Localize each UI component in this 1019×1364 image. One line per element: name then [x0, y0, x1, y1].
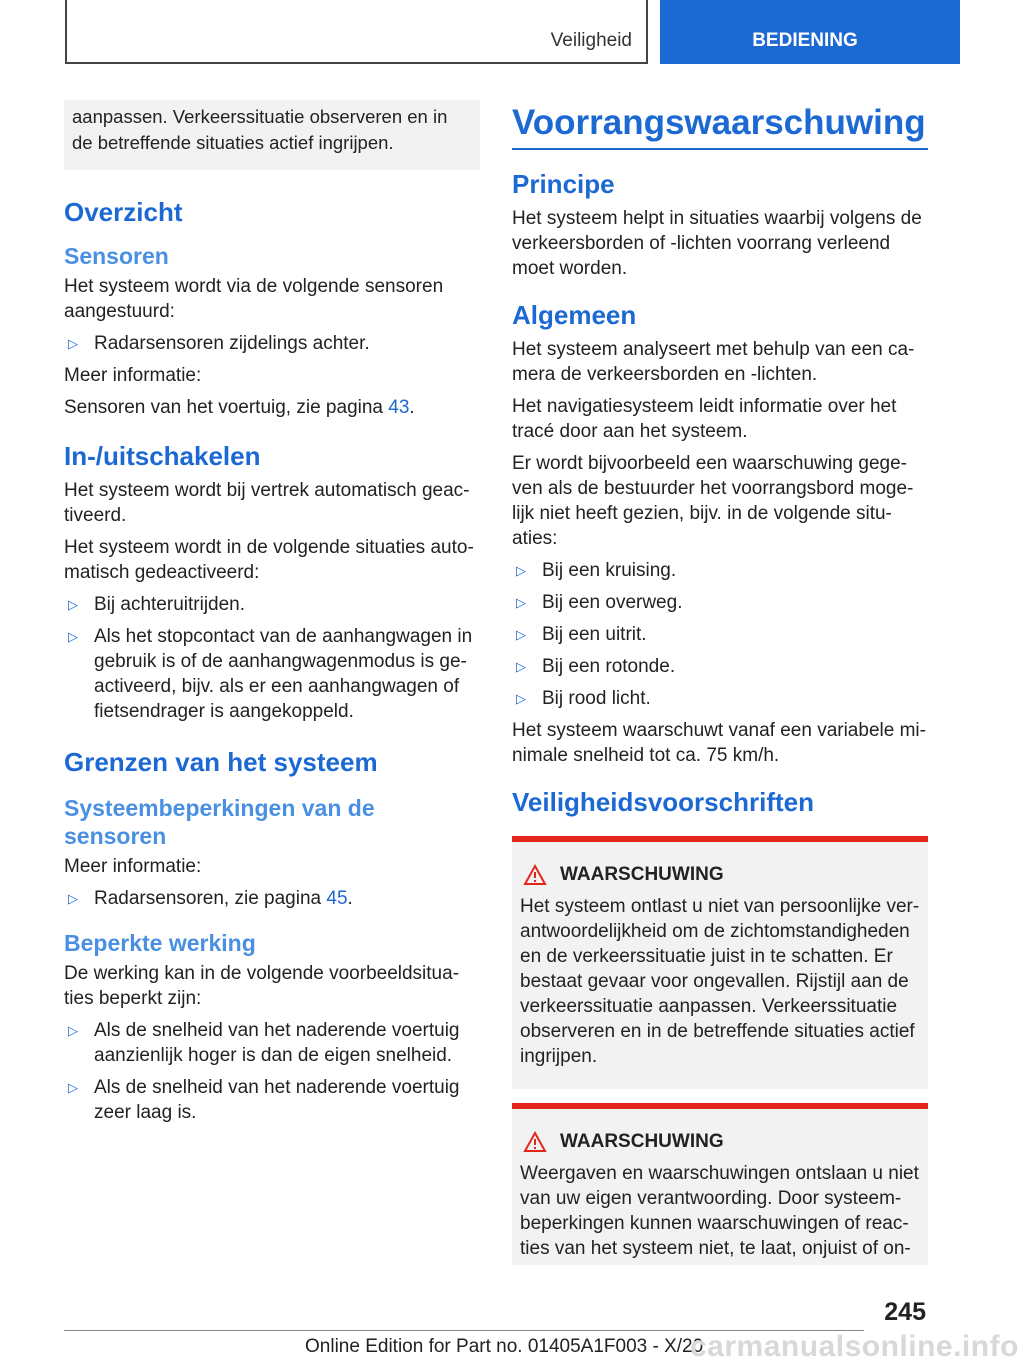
page-link-45[interactable]: 45 — [326, 888, 348, 909]
triangle-right-icon: ▷ — [516, 563, 526, 578]
right-column — [512, 100, 928, 1279]
warning-text: Weergaven en waarschuwingen ontslaan u niet van uw eigen verantwoording. Door systeem-beperkingen kunnen waarschuwingen of reac-ties van het systeem niet, te laat, onjuist of on- — [520, 1163, 919, 1259]
beperkte-list — [64, 1018, 480, 1125]
meer-informatie-2: Meer informatie: — [64, 856, 202, 877]
warning-text: Het systeem ontlast u niet van persoonlijke ver-antwoordelijkheid om de zichtomstandigheden en de verkeerssituatie juist in te schatten. Er bestaat gevaar voor ongevallen. Rijstijl aan de verkeerssituatie aanpassen. Verkeerssituatie observeren en in de betreffende situaties actief ingrijpen. — [520, 896, 920, 1067]
algemeen-p3: Er wordt bijvoorbeeld een waarschuwing gege-ven als de bestuurder het voorrangsbord moge-lijk niet heeft gezien, bijv. in de volgende situ-aties: — [512, 453, 914, 549]
page-link-43[interactable]: 43 — [388, 397, 410, 418]
situaties-list — [512, 558, 928, 711]
heading-veiligheidsvoorschriften: Veiligheidsvoorschriften — [512, 787, 814, 817]
list-item: ▷ Bij een overweg. — [516, 592, 683, 613]
list-item: ▷ Bij een kruising. — [516, 560, 677, 581]
inuit-list — [64, 592, 480, 724]
sensoren-list — [64, 331, 480, 356]
heading-systeembeperkingen: Systeembeperkingen van de sensoren — [64, 795, 375, 849]
triangle-right-icon: ▷ — [516, 691, 526, 706]
heading-in-uitschakelen: In-/uitschakelen — [64, 441, 261, 471]
warning-triangle-icon — [524, 865, 546, 885]
triangle-right-icon: ▷ — [68, 1080, 78, 1095]
inuit-p1: Het systeem wordt bij vertrek automatisch geac-tiveerd. — [64, 480, 470, 526]
title-rule — [512, 148, 928, 150]
sensoren-reference: Sensoren van het voertuig, zie pagina 43. — [64, 397, 415, 418]
list-item: ▷ Radarsensoren zijdelings achter. — [68, 333, 370, 354]
left-column — [64, 100, 480, 1132]
list-item: ▷ Bij een rotonde. — [516, 656, 676, 677]
page-number: 245 — [884, 1298, 926, 1326]
principe-text: Het systeem helpt in situaties waarbij volgens de verkeersborden of -lichten voorrang verleend moet worden. — [512, 208, 922, 279]
list-item: ▷ Als het stopcontact van de aanhangwagen in gebruik is of de aanhangwagenmodus is ge-activeerd, bijv. als er een aanhangwagen of fietsendrager is aangekoppeld. — [68, 626, 473, 722]
triangle-right-icon: ▷ — [68, 891, 78, 906]
algemeen-p4: Het systeem waarschuwt vanaf een variabele mi-nimale snelheid tot ca. 75 km/h. — [512, 720, 926, 766]
watermark: carmanualsonline.info — [690, 1330, 1019, 1363]
triangle-right-icon: ▷ — [68, 629, 78, 644]
sensoren-intro: Het systeem wordt via de volgende sensoren aangestuurd: — [64, 276, 444, 322]
section-title: Veiligheid — [550, 30, 632, 51]
heading-algemeen: Algemeen — [512, 300, 637, 330]
triangle-right-icon: ▷ — [516, 627, 526, 642]
triangle-right-icon: ▷ — [516, 659, 526, 674]
heading-grenzen: Grenzen van het systeem — [64, 747, 378, 777]
warning-title: WAARSCHUWING — [560, 864, 724, 885]
triangle-right-icon: ▷ — [68, 336, 78, 351]
warning-title: WAARSCHUWING — [560, 1131, 724, 1152]
triangle-right-icon: ▷ — [516, 595, 526, 610]
list-item: ▷ Bij een uitrit. — [516, 624, 647, 645]
list-item: ▷ Bij rood licht. — [516, 688, 651, 709]
header-box — [65, 0, 648, 64]
list-item: ▷ Bij achteruitrijden. — [68, 594, 246, 615]
heading-overzicht: Overzicht — [64, 197, 183, 227]
list-item: ▷ Als de snelheid van het naderende voertuig zeer laag is. — [68, 1077, 460, 1123]
chapter-tab[interactable]: BEDIENING — [660, 0, 960, 64]
inuit-p2: Het systeem wordt in de volgende situaties auto-matisch gedeactiveerd: — [64, 537, 474, 583]
radar-list — [64, 886, 480, 911]
warning-box-1 — [512, 836, 928, 1089]
heading-sensoren: Sensoren — [64, 243, 169, 269]
algemeen-p2: Het navigatiesysteem leidt informatie over het tracé door aan het systeem. — [512, 396, 897, 442]
meer-informatie-1: Meer informatie: — [64, 365, 202, 386]
page-title: Voorrangswaarschuwing — [512, 103, 926, 142]
list-item: ▷ Als de snelheid van het naderende voertuig aanzienlijk hoger is dan de eigen snelheid. — [68, 1020, 460, 1066]
algemeen-p1: Het systeem analyseert met behulp van een ca-mera de verkeersborden en -lichten. — [512, 339, 915, 385]
list-item: ▷ Radarsensoren, zie pagina 45. — [68, 888, 353, 909]
carryover-warning — [64, 100, 480, 170]
triangle-right-icon: ▷ — [68, 1023, 78, 1038]
warning-box-2 — [512, 1103, 928, 1265]
carryover-text: aanpassen. Verkeerssituatie observeren en in de betreffende situaties actief ingrijpen. — [72, 106, 448, 153]
heading-beperkte-werking: Beperkte werking — [64, 930, 256, 956]
footer-edition: Online Edition for Part no. 01405A1F003 - X/20 — [305, 1336, 704, 1357]
beperkte-intro: De werking kan in de volgende voorbeeldsitua-ties beperkt zijn: — [64, 963, 460, 1009]
warning-triangle-icon — [524, 1132, 546, 1152]
heading-principe: Principe — [512, 169, 615, 199]
triangle-right-icon: ▷ — [68, 597, 78, 612]
